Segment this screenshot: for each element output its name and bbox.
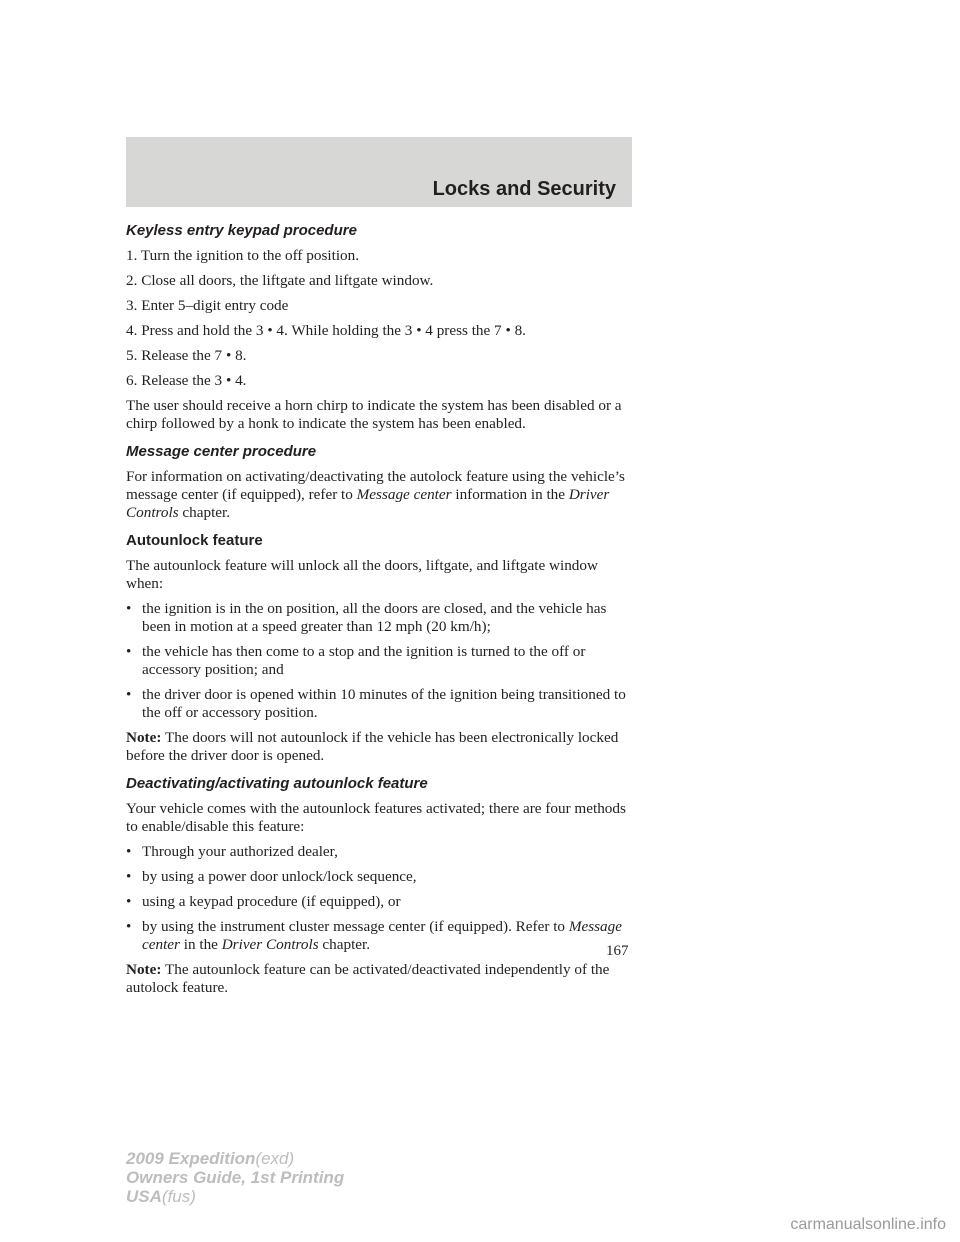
- bullet-mark: •: [126, 918, 132, 935]
- message-center-ref: Message center: [356, 486, 452, 503]
- bullet-mark: •: [126, 686, 132, 703]
- list-item: • using a keypad procedure (if equipped), or: [126, 893, 401, 910]
- keypad-step: 1. Turn the ignition to the off position.: [126, 247, 360, 264]
- section-header-band: [126, 137, 632, 207]
- keypad-step: 5. Release the 7 • 8.: [126, 347, 247, 364]
- autounlock-heading: Autounlock feature: [126, 532, 263, 549]
- keypad-step: 3. Enter 5–digit entry code: [126, 297, 289, 314]
- bullet-mark: •: [126, 600, 132, 617]
- list-item: • Through your authorized dealer,: [126, 843, 338, 860]
- list-item: • by using the instrument cluster message center (if equipped). Refer to Message center in the Driver Controls chapter.: [126, 918, 622, 953]
- list-item: • the driver door is opened within 10 minutes of the ignition being transitioned to the off or accessory position.: [126, 686, 626, 721]
- autounlock-intro: The autounlock feature will unlock all the doors, liftgate, and liftgate window when:: [126, 557, 598, 592]
- deactivating-intro: Your vehicle comes with the autounlock features activated; there are four methods to enable/disable this feature:: [126, 800, 626, 835]
- page-content: [126, 222, 636, 1004]
- deactivating-note: Note: The autounlock feature can be activated/deactivated independently of the autolock feature.: [126, 961, 610, 996]
- bullet-mark: •: [126, 893, 132, 910]
- bullet-mark: •: [126, 643, 132, 660]
- driver-controls-ref: Driver Controls: [221, 936, 319, 953]
- page-number: 167: [606, 943, 629, 959]
- footer-print-info: 2009 Expedition(exd) Owners Guide, 1st Printing USA(fus): [126, 1149, 345, 1206]
- bullet-mark: •: [126, 868, 132, 885]
- message-center-text: For information on activating/deactivating the autolock feature using the vehicle’s message center (if equipped), refer to Message center information in the Driver Controls chapter.: [126, 468, 625, 521]
- keypad-step: 4. Press and hold the 3 • 4. While holding the 3 • 4 press the 7 • 8.: [126, 322, 526, 339]
- message-center-heading: Message center procedure: [126, 443, 317, 460]
- keypad-step: 6. Release the 3 • 4.: [126, 372, 247, 389]
- list-item: • the ignition is in the on position, all the doors are closed, and the vehicle has been in motion at a speed greater than 12 mph (20 km/h);: [126, 600, 607, 635]
- deactivating-heading: Deactivating/activating autounlock feature: [126, 775, 428, 792]
- driver-controls-ref: Driver Controls: [126, 486, 610, 521]
- watermark: carmanualsonline.info: [790, 1216, 946, 1233]
- autounlock-note: Note: The doors will not autounlock if the vehicle has been electronically locked before the driver door is opened.: [126, 729, 619, 764]
- section-title: Locks and Security: [432, 178, 616, 200]
- list-item: • the vehicle has then come to a stop and the ignition is turned to the off or accessory position; and: [126, 643, 586, 678]
- message-center-ref: Message center: [142, 918, 622, 953]
- keypad-heading: Keyless entry keypad procedure: [126, 222, 357, 239]
- keypad-step: 2. Close all doors, the liftgate and liftgate window.: [126, 272, 434, 289]
- list-item: • by using a power door unlock/lock sequence,: [126, 868, 417, 885]
- keypad-result: The user should receive a horn chirp to indicate the system has been disabled or a chirp followed by a honk to indicate the system has been enabled.: [126, 397, 622, 432]
- bullet-mark: •: [126, 843, 132, 860]
